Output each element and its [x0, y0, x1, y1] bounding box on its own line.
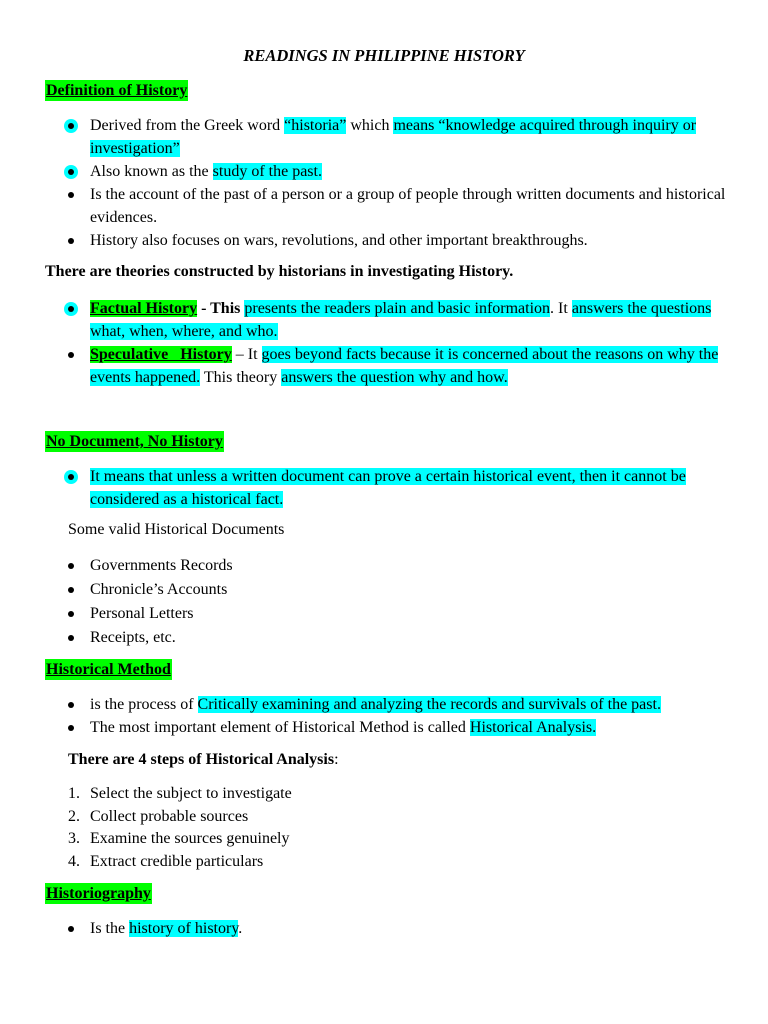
bullet-icon: [68, 702, 74, 708]
list-item: 1. Select the subject to investigate: [68, 785, 292, 802]
document-title: READINGS IN PHILIPPINE HISTORY: [243, 46, 525, 65]
bullet-icon: [68, 611, 74, 617]
list-item: History also focuses on wars, revolutions, and other important breakthroughs.: [68, 229, 728, 252]
list-item: 4. Extract credible particulars: [68, 852, 264, 870]
nodoc-subheading: Some valid Historical Documents: [68, 521, 285, 538]
nodoc-list: [68, 465, 728, 511]
bullet-icon: [68, 725, 74, 731]
list-item: It means that unless a written document can prove a certain historical event, then it cannot be considered as a historical fact.: [68, 465, 728, 511]
theories-intro: There are theories constructed by historians in investigating History.: [45, 263, 514, 280]
list-item: Factual History - This presents the readers plain and basic information. It answers the questions what, when, where, and who.: [68, 297, 728, 343]
bullet-icon: [68, 926, 74, 932]
list-item: Is the history of history.: [68, 917, 728, 940]
list-item: Receipts, etc.: [68, 626, 728, 650]
list-item: Also known as the study of the past.: [68, 160, 728, 183]
heading-historical-method: Historical Method: [46, 661, 171, 678]
bullet-icon: [68, 474, 74, 480]
heading-definition: Definition of History: [46, 82, 188, 99]
list-item: is the process of Critically examining and analyzing the records and survivals of the past.: [68, 693, 728, 716]
bullet-icon: [68, 352, 74, 358]
documents-list: [68, 554, 728, 650]
heading-no-document: No Document, No History: [46, 433, 223, 450]
list-item: 2. Collect probable sources: [68, 807, 249, 825]
bullet-icon: [68, 306, 74, 312]
list-item: Derived from the Greek word “historia” which means “knowledge acquired through inquiry or investigation”: [68, 114, 728, 160]
bullet-icon: [68, 123, 74, 129]
bullet-icon: [68, 635, 74, 641]
method-list: [68, 693, 728, 739]
theories-list: [68, 297, 728, 389]
heading-historiography: Historiography: [46, 885, 151, 902]
steps-intro: There are 4 steps of Historical Analysis:: [68, 751, 339, 768]
list-item: Is the account of the past of a person or a group of people through written documents and historical evidences.: [68, 183, 728, 229]
list-item: Personal Letters: [68, 602, 728, 626]
bullet-icon: [68, 169, 74, 175]
list-item: Speculative History – It goes beyond facts because it is concerned about the reasons on why the events happened. This theory answers the question why and how.: [68, 343, 728, 389]
bullet-icon: [68, 238, 74, 244]
list-item: Governments Records: [68, 554, 728, 578]
steps-list: [68, 783, 292, 873]
list-item: Chronicle’s Accounts: [68, 578, 728, 602]
list-item: 3. Examine the sources genuinely: [68, 830, 290, 847]
historiography-list: [68, 917, 728, 940]
bullet-icon: [68, 192, 74, 198]
definition-list: [68, 114, 728, 252]
list-item: The most important element of Historical Method is called Historical Analysis.: [68, 716, 728, 739]
bullet-icon: [68, 563, 74, 569]
bullet-icon: [68, 587, 74, 593]
